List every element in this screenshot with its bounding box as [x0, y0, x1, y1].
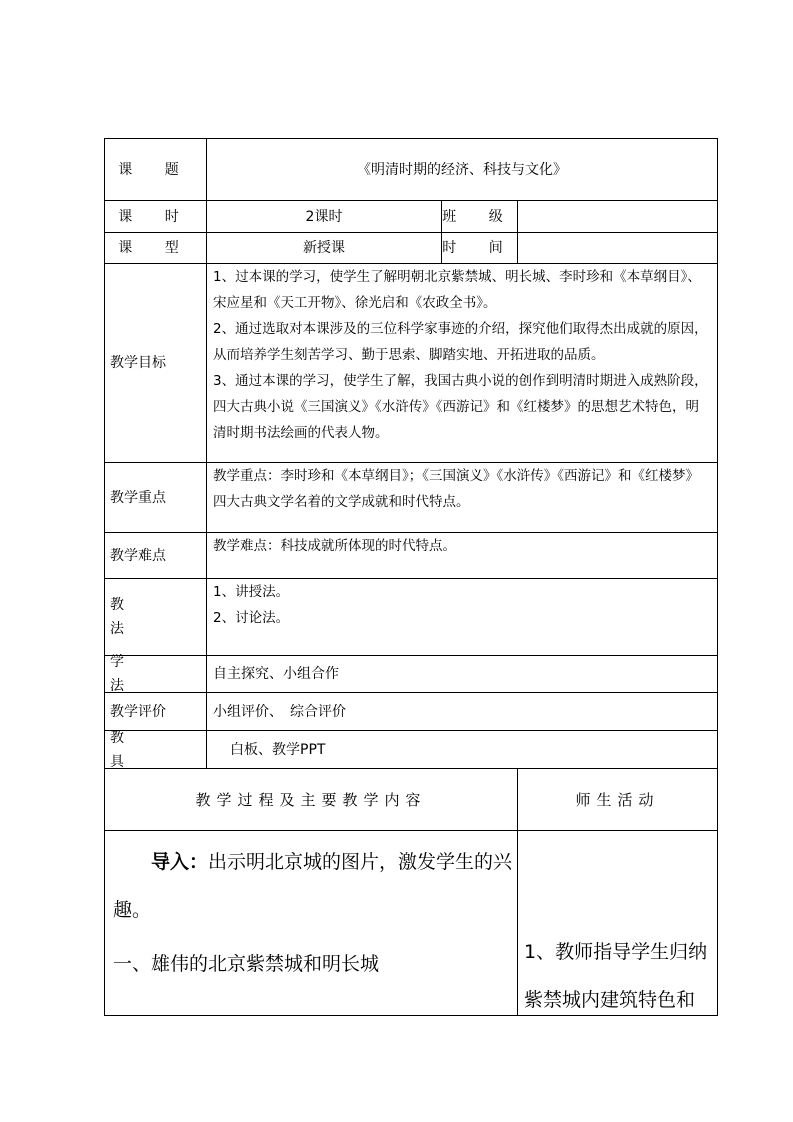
- intro-text: 出示明北京城的图片，激发学生的兴趣。: [113, 851, 513, 921]
- hours-label: 课 时: [118, 208, 193, 225]
- teach-method-label: 教 法: [110, 597, 150, 637]
- activity-text: 1、教师指导学生归纳紫禁城内建筑特色和: [524, 941, 708, 1011]
- time-value: [518, 233, 717, 263]
- type-value: 新授课: [303, 240, 345, 256]
- key-points-value: 教学重点：李时珍和《本草纲目》；《三国演义》《水浒传》《西游记》和《红楼梦》四大古典文学名着的文学成就和时代特点。: [213, 468, 699, 510]
- intro-label: 导入：: [151, 851, 209, 873]
- class-value: [518, 201, 717, 232]
- learn-method-value: 自主探究、小组合作: [213, 666, 339, 682]
- goal-item: 3、通过本课的学习，使学生了解，我国古典小说的创作到明清时期进入成熟阶段，四大古典小说《三国演义》《水浒传》《西游记》和《红楼梦》的思想艺术特色，明清时期书法绘画的代表人物。: [213, 373, 708, 441]
- difficulty-label: 教学难点: [110, 547, 166, 564]
- time-label: 时 间: [442, 240, 517, 256]
- process-header-activity: 师生活动: [575, 790, 660, 809]
- difficulty-value: 教学难点：科技成就所体现的时代特点。: [213, 538, 456, 554]
- goal-item: 1、过本课的学习，使学生了解明朝北京紫禁城、明长城、李时珍和《本草纲目》、宋应星和《天工开物》、徐光启和《农政全书》。: [213, 269, 701, 311]
- intro-paragraph: [113, 838, 513, 938]
- evaluation-label: 教学评价: [110, 703, 166, 720]
- topic-label: 课 题: [118, 161, 193, 178]
- learn-method-label: 学 法: [110, 654, 150, 694]
- teach-method-list: [207, 579, 717, 655]
- key-points-label: 教学重点: [110, 489, 166, 506]
- tools-label: 教 具: [110, 729, 150, 770]
- evaluation-value: 小组评价、 综合评价: [213, 703, 346, 720]
- goals-list: [207, 264, 717, 462]
- topic-value: 《明清时期的经济、科技与文化》: [357, 161, 567, 178]
- process-header-content: 教学过程及主要教学内容: [195, 790, 427, 809]
- teach-method-item: 1、讲授法。: [213, 584, 290, 600]
- goals-label: 教学目标: [110, 355, 166, 371]
- hours-value: 2课时: [305, 208, 343, 225]
- teach-method-item: 2、讨论法。: [213, 610, 290, 626]
- type-label: 课 型: [118, 240, 193, 256]
- class-label: 班 级: [442, 208, 517, 225]
- goal-item: 2、通过选取对本课涉及的三位科学家事迹的介绍，探究他们取得杰出成就的原因，从而培养学生刻苦学习、勤于思索、脚踏实地、开拓进取的品质。: [213, 321, 708, 363]
- tools-value: 白板、教学PPT: [230, 741, 326, 758]
- section-one-heading: 一、雄伟的北京紫禁城和明长城: [113, 953, 380, 975]
